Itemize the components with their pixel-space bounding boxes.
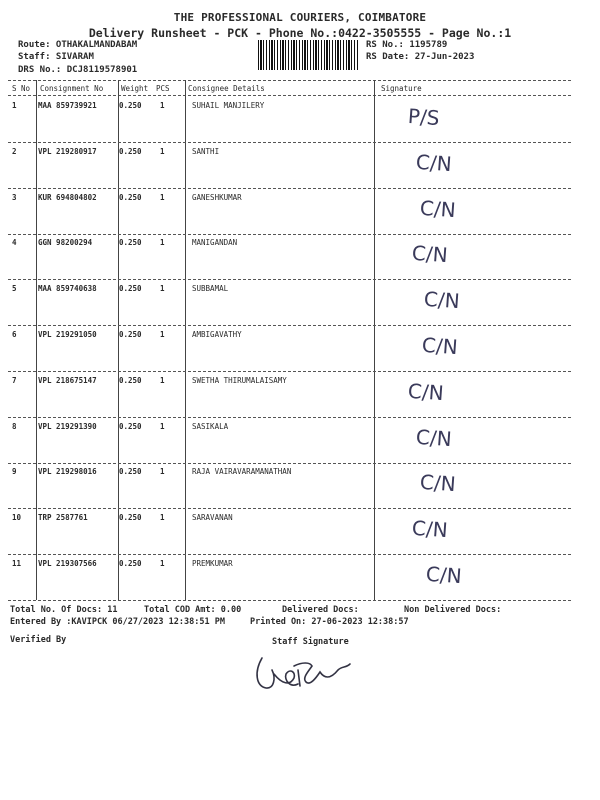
row-weight: 0.250	[119, 559, 142, 568]
row-sno: 3	[12, 192, 17, 202]
non-delivered-docs: Non Delivered Docs:	[404, 605, 502, 615]
consignment-number: VPL 218675147	[38, 375, 97, 385]
row-weight: 0.250	[119, 421, 142, 431]
row-sno: 7	[12, 375, 17, 385]
consignment-number: VPL 219280917	[38, 146, 97, 156]
row-sno: 1	[12, 101, 17, 110]
row-signature: C/N	[419, 195, 457, 222]
row-divider	[8, 279, 571, 280]
row-pcs: 1	[160, 284, 165, 294]
consignee-name: MANIGANDAN	[192, 238, 238, 248]
row-weight: 0.250	[119, 284, 142, 294]
row-divider	[8, 554, 571, 555]
table-header-divider	[8, 95, 571, 96]
column-divider	[185, 80, 186, 600]
row-pcs: 1	[160, 421, 165, 431]
consignment-number: VPL 219291390	[38, 421, 97, 431]
row-pcs: 1	[160, 101, 165, 110]
row-divider	[8, 325, 571, 326]
row-pcs: 1	[160, 330, 165, 339]
consignment-number: MAA 859739921	[38, 101, 97, 110]
row-weight: 0.250	[119, 467, 142, 477]
row-divider	[8, 508, 571, 509]
column-divider	[374, 80, 375, 600]
row-sno: 9	[12, 467, 17, 477]
consignment-number: TRP 2587761	[38, 513, 88, 523]
row-weight: 0.250	[119, 375, 142, 385]
row-weight: 0.250	[119, 101, 142, 110]
consignment-number: GGN 98200294	[38, 238, 93, 248]
column-header-consignment: Consignment No	[40, 84, 104, 93]
row-sno: 4	[12, 238, 17, 248]
rs-date: RS Date: 27-Jun-2023	[366, 52, 475, 62]
staff-signature-label: Staff Signature	[272, 637, 349, 647]
row-weight: 0.250	[119, 330, 142, 339]
staff-signature-scribble	[250, 648, 360, 698]
verified-by: Verified By	[10, 635, 67, 645]
table-top-divider	[8, 80, 571, 81]
row-weight: 0.250	[119, 192, 142, 202]
row-pcs: 1	[160, 375, 165, 385]
row-pcs: 1	[160, 559, 165, 568]
row-pcs: 1	[160, 192, 165, 202]
consignee-name: AMBIGAVATHY	[192, 330, 242, 339]
row-signature: C/N	[421, 332, 459, 360]
total-docs: Total No. Of Docs: 11	[10, 605, 118, 615]
consignee-name: SWETHA THIRUMALAISAMY	[192, 375, 287, 385]
row-signature: C/N	[425, 561, 463, 589]
row-divider	[8, 234, 571, 235]
row-sno: 6	[12, 330, 17, 339]
row-weight: 0.250	[119, 513, 142, 523]
consignment-number: VPL 219307566	[38, 559, 97, 568]
consignee-name: SASIKALA	[192, 421, 229, 431]
row-weight: 0.250	[119, 238, 142, 248]
route-text: Route: OTHAKALMANDABAM	[18, 40, 138, 50]
row-divider	[8, 188, 571, 189]
drs-number: DRS No.: DCJ8119578901	[18, 65, 138, 75]
barcode-image	[258, 40, 358, 70]
consignee-name: RAJA VAIRAVARAMANATHAN	[192, 467, 292, 477]
row-sno: 11	[12, 559, 22, 568]
row-signature: P/S	[407, 103, 441, 131]
row-divider	[8, 371, 571, 372]
column-header-pcs: PCS	[156, 84, 170, 93]
row-divider	[8, 142, 571, 143]
consignee-name: SUBBAMAL	[192, 284, 229, 294]
column-header-sno: S No	[12, 84, 31, 93]
consignment-number: MAA 859740638	[38, 284, 97, 294]
consignee-name: SARAVANAN	[192, 513, 233, 523]
consignee-name: SANTHI	[192, 146, 220, 156]
row-pcs: 1	[160, 238, 165, 248]
row-signature: C/N	[423, 286, 461, 314]
runsheet-title: Delivery Runsheet - PCK - Phone No.:0422-3505555 - Page No.:1	[88, 26, 512, 40]
row-divider	[8, 417, 571, 418]
row-signature: C/N	[419, 470, 457, 497]
row-pcs: 1	[160, 513, 165, 523]
delivered-docs: Delivered Docs:	[282, 605, 359, 615]
column-divider	[36, 80, 37, 600]
row-weight: 0.250	[119, 146, 142, 156]
consignment-number: VPL 219291050	[38, 330, 97, 339]
column-header-signature: Signature	[381, 84, 422, 93]
printed-on: Printed On: 27-06-2023 12:38:57	[250, 617, 409, 627]
column-header-weight: Weight	[121, 84, 149, 93]
row-signature: C/N	[407, 378, 445, 406]
entered-by: Entered By :KAVIPCK 06/27/2023 12:38:51 PM	[10, 617, 225, 627]
rs-number: RS No.: 1195789	[366, 40, 448, 50]
consignment-number: KUR 694804802	[38, 192, 97, 202]
consignee-name: SUHAIL MANJILERY	[192, 101, 265, 110]
row-signature: C/N	[411, 241, 449, 268]
staff-text: Staff: SIVARAM	[18, 52, 94, 62]
consignee-name: PREMKUMAR	[192, 559, 233, 568]
row-pcs: 1	[160, 467, 165, 477]
row-pcs: 1	[160, 146, 165, 156]
row-sno: 2	[12, 146, 17, 156]
company-title: THE PROFESSIONAL COURIERS, COIMBATORE	[173, 11, 427, 24]
row-sno: 5	[12, 284, 17, 294]
column-header-consignee: Consignee Details	[188, 84, 265, 93]
total-cod: Total COD Amt: 0.00	[144, 605, 242, 615]
row-divider	[8, 463, 571, 464]
consignee-name: GANESHKUMAR	[192, 192, 242, 202]
row-signature: C/N	[411, 515, 449, 543]
row-sno: 10	[12, 513, 22, 523]
consignment-number: VPL 219298016	[38, 467, 97, 477]
row-sno: 8	[12, 421, 17, 431]
row-signature: C/N	[415, 424, 453, 451]
footer-divider	[8, 600, 571, 601]
row-signature: C/N	[415, 149, 453, 177]
